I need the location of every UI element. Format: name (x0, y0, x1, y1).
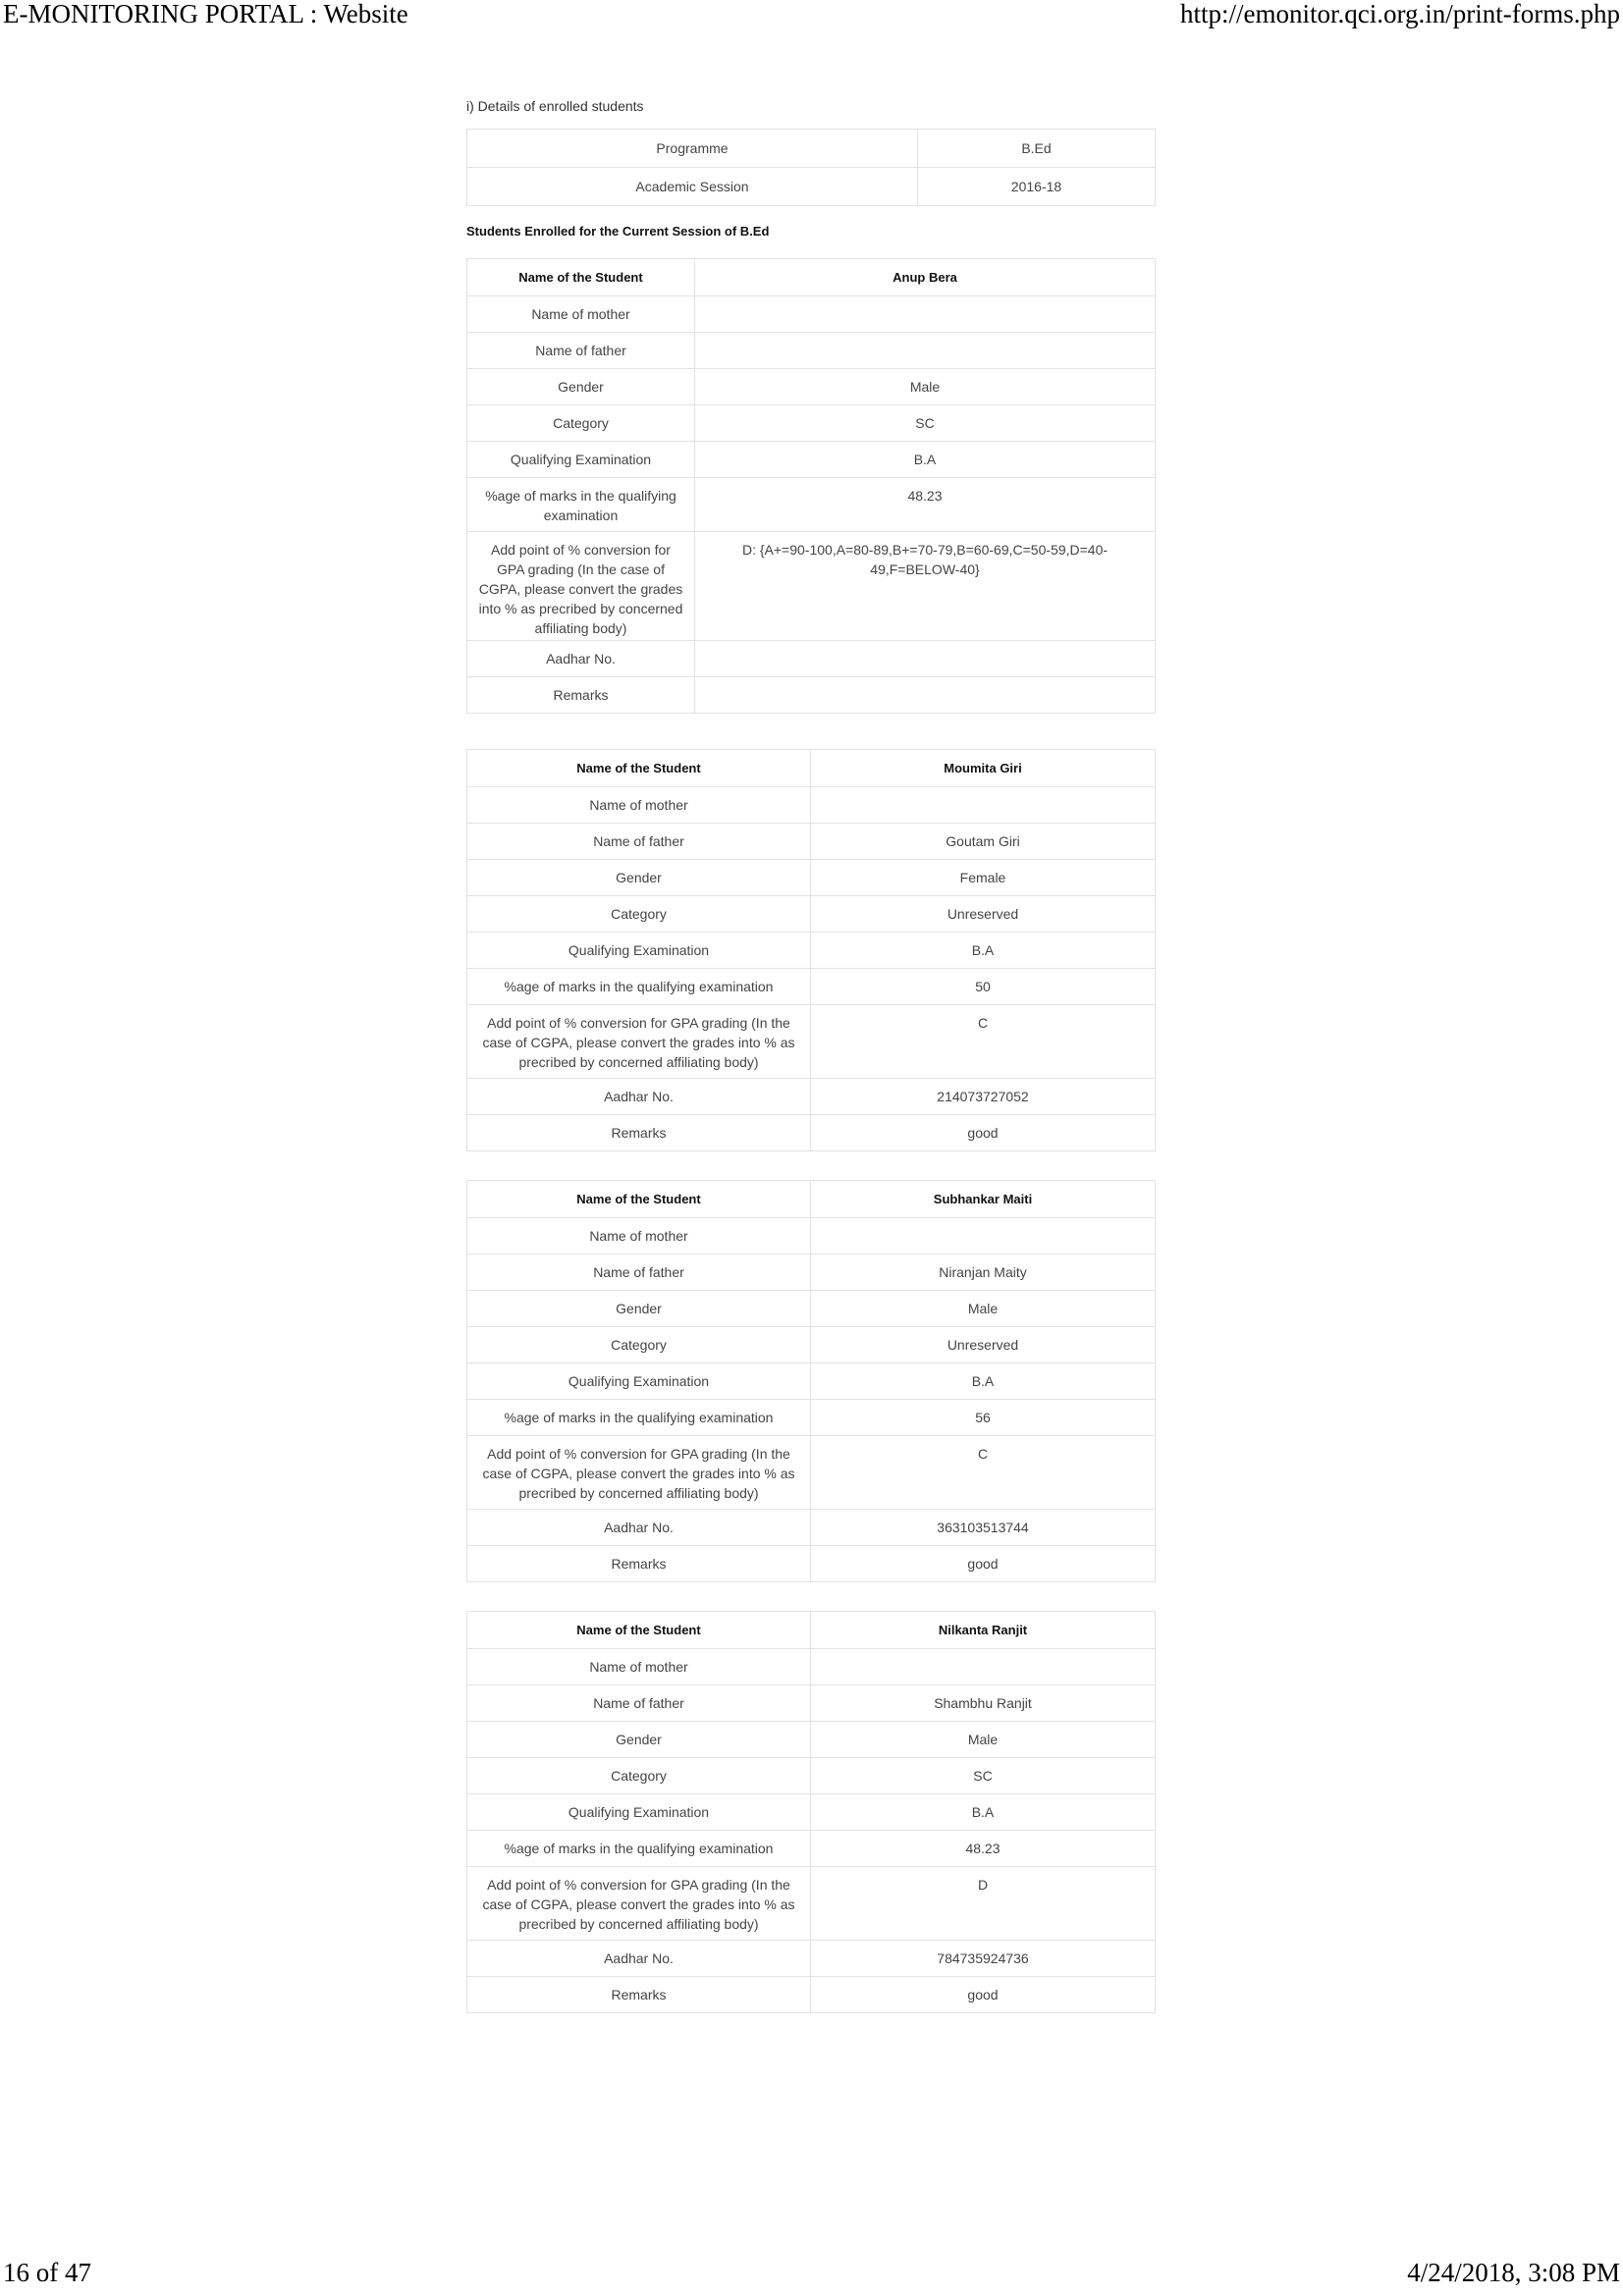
student-row-mother (467, 1649, 1156, 1685)
field-label-marks: %age of marks in the qualifying examination (467, 1831, 811, 1867)
field-label-gender: Gender (467, 1291, 811, 1327)
field-label-marks: %age of marks in the qualifying examination (467, 478, 695, 532)
student-row-gpa (467, 1436, 1156, 1510)
student-row-qualifying (467, 1363, 1156, 1400)
field-label-qualifying: Qualifying Examination (467, 1794, 811, 1831)
field-value-mother (811, 787, 1156, 824)
field-value-remarks: good (811, 1115, 1156, 1151)
field-value-remarks (695, 677, 1156, 714)
field-label-category: Category (467, 1758, 811, 1794)
field-label-name: Name of the Student (467, 259, 695, 296)
student-row-gender (467, 860, 1156, 896)
field-value-qualifying: B.A (811, 1794, 1156, 1831)
field-label-gpa: Add point of % conversion for GPA grading (In the case of CGPA, please convert the grades into % as precribed by concerned affiliating body) (467, 1005, 811, 1079)
student-table (466, 1180, 1156, 1582)
print-datetime: 4/24/2018, 3:08 PM (1407, 2258, 1620, 2287)
field-label-category: Category (467, 896, 811, 933)
student-row-remarks (467, 1977, 1156, 2013)
field-value-remarks: good (811, 1546, 1156, 1582)
field-label-gender: Gender (467, 369, 695, 405)
programme-value: B.Ed (918, 130, 1156, 168)
page-number: 16 of 47 (3, 2258, 91, 2287)
enrolled-heading: Students Enrolled for the Current Session of B.Ed (466, 224, 770, 239)
field-label-mother: Name of mother (467, 1649, 811, 1685)
field-label-gpa: Add point of % conversion for GPA grading (In the case of CGPA, please convert the grades into % as precribed by concerned affiliating body) (467, 1436, 811, 1510)
field-value-aadhar: 363103513744 (811, 1510, 1156, 1546)
field-label-gender: Gender (467, 860, 811, 896)
student-row-qualifying (467, 933, 1156, 969)
field-label-category: Category (467, 405, 695, 442)
programme-table (466, 129, 1156, 206)
student-row-qualifying (467, 1794, 1156, 1831)
field-label-remarks: Remarks (467, 677, 695, 714)
student-row-category (467, 1758, 1156, 1794)
student-row-aadhar (467, 641, 1156, 677)
field-value-gender: Female (811, 860, 1156, 896)
field-label-father: Name of father (467, 1255, 811, 1291)
academic-session-label: Academic Session (467, 168, 918, 206)
student-table (466, 749, 1156, 1151)
field-label-remarks: Remarks (467, 1115, 811, 1151)
field-value-father: Shambhu Ranjit (811, 1685, 1156, 1722)
field-value-gpa: C (811, 1436, 1156, 1510)
field-label-qualifying: Qualifying Examination (467, 933, 811, 969)
student-row-gpa (467, 1005, 1156, 1079)
print-footer (0, 2258, 1623, 2288)
field-value-category: SC (695, 405, 1156, 442)
field-label-father: Name of father (467, 824, 811, 860)
student-row-father (467, 333, 1156, 369)
student-row-mother (467, 296, 1156, 333)
field-value-mother (811, 1649, 1156, 1685)
field-label-aadhar: Aadhar No. (467, 641, 695, 677)
field-value-qualifying: B.A (695, 442, 1156, 478)
field-value-category: Unreserved (811, 1327, 1156, 1363)
academic-session-row (467, 168, 1156, 206)
student-row-name (467, 750, 1156, 787)
student-row-name (467, 1612, 1156, 1649)
field-label-mother: Name of mother (467, 296, 695, 333)
programme-label: Programme (467, 130, 918, 168)
field-value-mother (695, 296, 1156, 333)
student-row-father (467, 1255, 1156, 1291)
field-value-category: Unreserved (811, 896, 1156, 933)
field-label-father: Name of father (467, 333, 695, 369)
field-label-mother: Name of mother (467, 787, 811, 824)
student-row-mother (467, 1218, 1156, 1255)
programme-row (467, 130, 1156, 168)
field-label-category: Category (467, 1327, 811, 1363)
student-row-category (467, 405, 1156, 442)
field-value-gender: Male (811, 1291, 1156, 1327)
student-row-marks (467, 969, 1156, 1005)
student-row-category (467, 896, 1156, 933)
field-label-qualifying: Qualifying Examination (467, 442, 695, 478)
student-row-qualifying (467, 442, 1156, 478)
student-row-gender (467, 369, 1156, 405)
field-label-marks: %age of marks in the qualifying examination (467, 1400, 811, 1436)
student-row-gender (467, 1291, 1156, 1327)
student-table (466, 1611, 1156, 2013)
student-row-marks (467, 1400, 1156, 1436)
student-row-name (467, 1181, 1156, 1218)
field-value-aadhar: 784735924736 (811, 1941, 1156, 1977)
student-table (466, 258, 1156, 714)
field-value-mother (811, 1218, 1156, 1255)
student-row-gender (467, 1722, 1156, 1758)
field-label-father: Name of father (467, 1685, 811, 1722)
field-value-aadhar: 214073727052 (811, 1079, 1156, 1115)
field-label-mother: Name of mother (467, 1218, 811, 1255)
field-value-marks: 48.23 (811, 1831, 1156, 1867)
field-value-father: Niranjan Maity (811, 1255, 1156, 1291)
student-row-name (467, 259, 1156, 296)
student-row-remarks (467, 1546, 1156, 1582)
print-header (0, 0, 1623, 29)
field-value-name: Anup Bera (695, 259, 1156, 296)
student-row-marks (467, 478, 1156, 532)
field-value-aadhar (695, 641, 1156, 677)
field-value-marks: 56 (811, 1400, 1156, 1436)
field-value-name: Moumita Giri (811, 750, 1156, 787)
field-value-qualifying: B.A (811, 933, 1156, 969)
field-value-gpa: D (811, 1867, 1156, 1941)
field-label-name: Name of the Student (467, 750, 811, 787)
field-value-gender: Male (695, 369, 1156, 405)
field-label-gpa: Add point of % conversion for GPA grading (In the case of CGPA, please convert the grades into % as precribed by concerned affiliating body) (467, 1867, 811, 1941)
field-value-father (695, 333, 1156, 369)
student-row-gpa (467, 1867, 1156, 1941)
student-row-aadhar (467, 1941, 1156, 1977)
field-label-aadhar: Aadhar No. (467, 1510, 811, 1546)
field-value-father: Goutam Giri (811, 824, 1156, 860)
academic-session-value: 2016-18 (918, 168, 1156, 206)
field-label-remarks: Remarks (467, 1977, 811, 2013)
field-label-aadhar: Aadhar No. (467, 1079, 811, 1115)
field-value-qualifying: B.A (811, 1363, 1156, 1400)
student-row-gpa (467, 532, 1156, 641)
field-label-name: Name of the Student (467, 1181, 811, 1218)
student-row-father (467, 824, 1156, 860)
field-value-gender: Male (811, 1722, 1156, 1758)
student-row-remarks (467, 677, 1156, 714)
field-value-name: Subhankar Maiti (811, 1181, 1156, 1218)
field-value-gpa: D: {A+=90-100,A=80-89,B+=70-79,B=60-69,C=50-59,D=40-49,F=BELOW-40} (695, 532, 1156, 641)
student-row-category (467, 1327, 1156, 1363)
student-row-aadhar (467, 1079, 1156, 1115)
student-row-marks (467, 1831, 1156, 1867)
field-value-gpa: C (811, 1005, 1156, 1079)
student-row-mother (467, 787, 1156, 824)
field-label-qualifying: Qualifying Examination (467, 1363, 811, 1400)
print-header-title: E-MONITORING PORTAL : Website (3, 0, 408, 28)
student-row-aadhar (467, 1510, 1156, 1546)
field-value-remarks: good (811, 1977, 1156, 2013)
student-row-father (467, 1685, 1156, 1722)
student-row-remarks (467, 1115, 1156, 1151)
field-label-aadhar: Aadhar No. (467, 1941, 811, 1977)
field-label-gender: Gender (467, 1722, 811, 1758)
field-value-marks: 50 (811, 969, 1156, 1005)
field-value-marks: 48.23 (695, 478, 1156, 532)
print-header-url: http://emonitor.qci.org.in/print-forms.php (1180, 0, 1620, 28)
section-title: i) Details of enrolled students (466, 98, 644, 114)
field-label-marks: %age of marks in the qualifying examination (467, 969, 811, 1005)
field-label-name: Name of the Student (467, 1612, 811, 1649)
field-label-gpa: Add point of % conversion for GPA grading (In the case of CGPA, please convert the grades into % as precribed by concerned affiliating body) (467, 532, 695, 641)
field-label-remarks: Remarks (467, 1546, 811, 1582)
field-value-name: Nilkanta Ranjit (811, 1612, 1156, 1649)
field-value-category: SC (811, 1758, 1156, 1794)
